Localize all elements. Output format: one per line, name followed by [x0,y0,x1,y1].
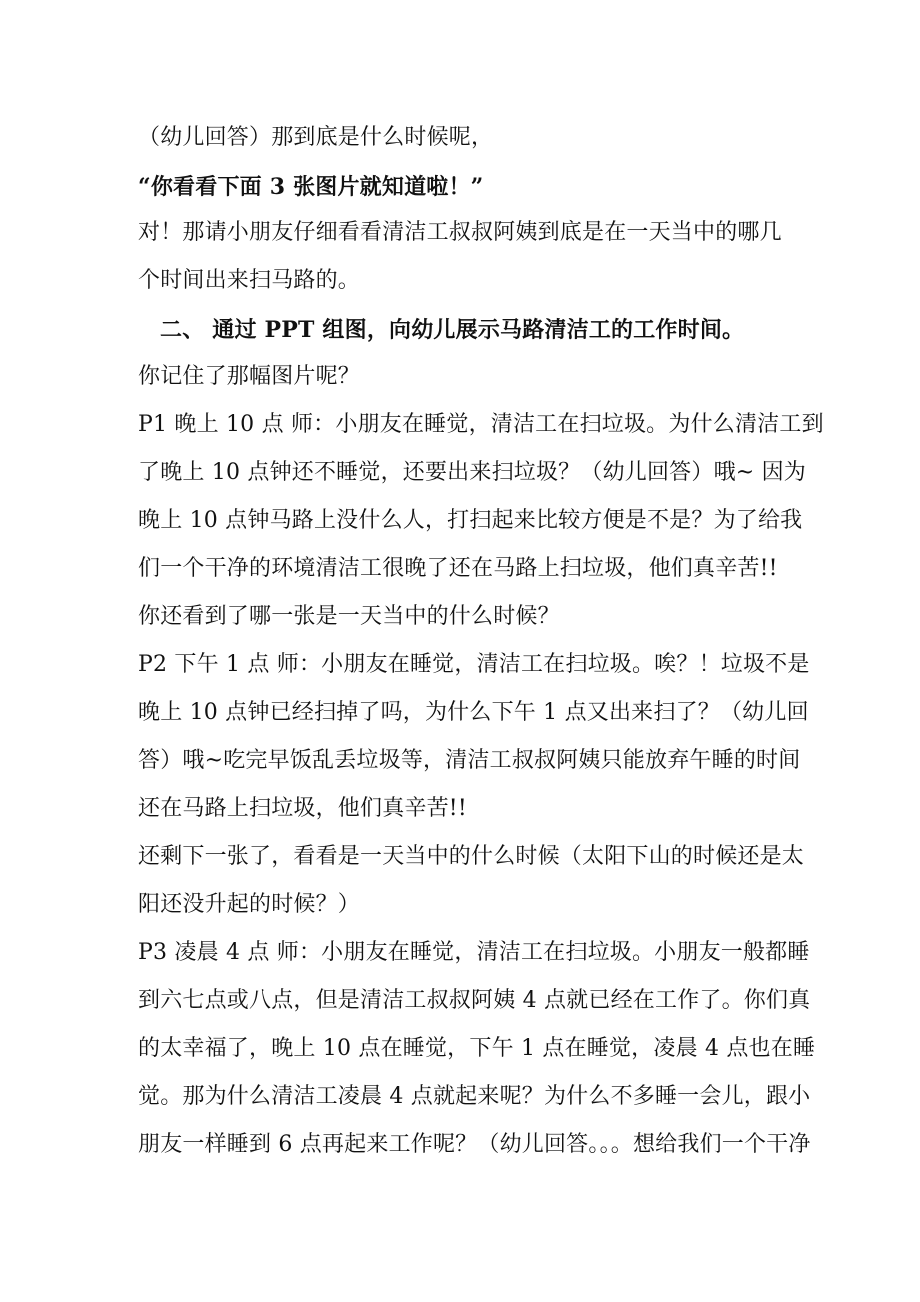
bold-text-line: “你看看下面 3 张图片就知道啦！” [138,174,484,200]
text-line: P2 下午 1 点 师：小朋友在睡觉，清洁工在扫垃圾。唉？！垃圾不是 [138,652,810,677]
text-line: 还剩下一张了，看看是一天当中的什么时候（太阳下山的时候还是太 [138,844,805,869]
text-line: 个时间出来扫马路的。 [138,268,361,293]
section-heading: 二、 通过 PPT 组图，向幼儿展示马路清洁工的工作时间。 [160,317,745,343]
text-line: P3 凌晨 4 点 师：小朋友在睡觉，清洁工在扫垃圾。小朋友一般都睡 [138,940,810,965]
text-line: 阳还没升起的时候？） [138,892,361,917]
text-line: 们一个干净的环境清洁工很晚了还在马路上扫垃圾，他们真辛苦!! [138,556,778,581]
text-line: 还在马路上扫垃圾，他们真辛苦!! [138,796,467,821]
text-line: 朋友一样睡到 6 点再起来工作呢？（幼儿回答。。。想给我们一个干净 [138,1132,811,1157]
text-line: 对！那请小朋友仔细看看清洁工叔叔阿姨到底是在一天当中的哪几 [138,220,782,245]
text-line: 了晚上 10 点钟还不睡觉，还要出来扫垃圾？（幼儿回答）哦~ 因为 [138,460,807,485]
text-line: 的太幸福了，晚上 10 点在睡觉，下午 1 点在睡觉，凌晨 4 点也在睡 [138,1036,816,1061]
text-line: 到六七点或八点，但是清洁工叔叔阿姨 4 点就已经在工作了。你们真 [138,988,811,1013]
text-line: P1 晚上 10 点 师：小朋友在睡觉，清洁工在扫垃圾。为什么清洁工到 [138,412,824,437]
text-line: 晚上 10 点钟马路上没什么人，打扫起来比较方便是不是？为了给我 [138,508,803,533]
text-line: 觉。那为什么清洁工凌晨 4 点就起来呢？为什么不多睡一会儿，跟小 [138,1084,811,1109]
text-line: （幼儿回答）那到底是什么时候呢， [138,125,494,150]
text-line: 晚上 10 点钟已经扫掉了吗，为什么下午 1 点又出来扫了？（幼儿回 [138,700,809,725]
text-line: 你记住了那幅图片呢？ [138,364,361,389]
text-line: 你还看到了哪一张是一天当中的什么时候？ [138,604,560,629]
text-line: 答）哦~吃完早饭乱丢垃圾等，清洁工叔叔阿姨只能放弃午睡的时间 [138,748,801,773]
